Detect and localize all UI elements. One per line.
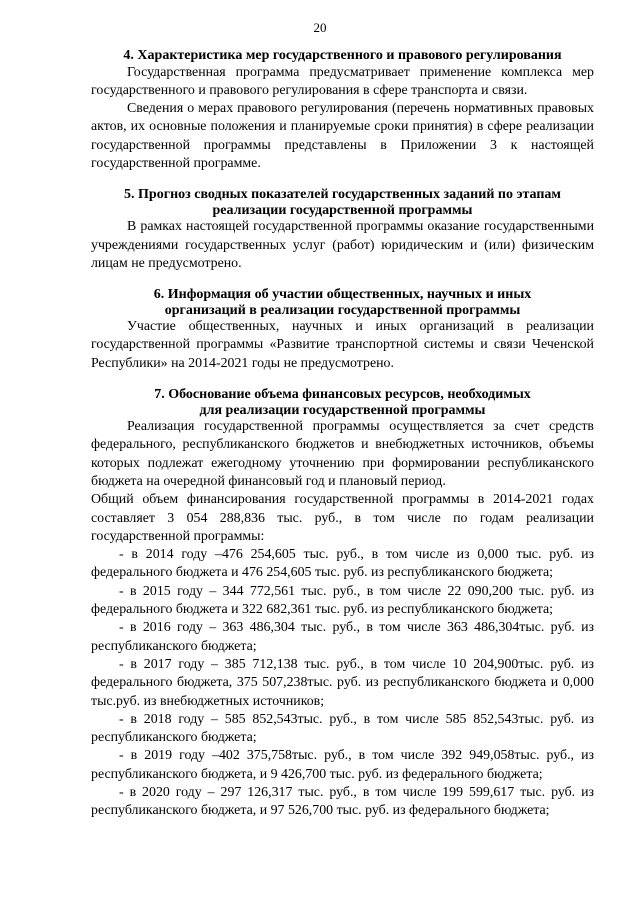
document-body	[91, 48, 594, 821]
section-6-paragraph-1: Участие общественных, научных и иных организаций в реализации государственной программы «Развитие транспортной системы и связи Чеченской Республики» на 2014-2021 годы не предусмотрено.	[91, 319, 594, 371]
funding-year-2018: - в 2018 году – 585 852,543тыс. руб., в том числе 585 852,543тыс. руб. из республиканского бюджета;	[91, 711, 594, 746]
funding-year-2020: - в 2020 году – 297 126,317 тыс. руб., в том числе 199 599,617 тыс. руб. из республиканского бюджета, и 97 526,700 тыс. руб. из федерального бюджета;	[91, 785, 594, 819]
section-7-paragraph-1: Реализация государственной программы осуществляется за счет средств федерального, республиканского бюджетов и внебюджетных источников, объемы которых подлежат ежегодному уточнению при формировании республиканского бюджета на очередной финансовый год и плановый период.	[91, 419, 594, 489]
funding-year-2014: - в 2014 году –476 254,605 тыс. руб., в том числе из 0,000 тыс. руб. из федерального бюджета и 476 254,605 тыс. руб. из республиканского бюджета;	[91, 547, 594, 581]
section-5-title-line-2: реализации государственной программы	[212, 202, 473, 218]
section-5-title-line-1: 5. Прогноз сводных показателей государственных заданий по этапам	[124, 187, 561, 203]
section-4-paragraph-1: Государственная программа предусматривает применение комплекса мер государственного и правового регулирования в сфере транспорта и связи.	[91, 64, 594, 98]
section-4-paragraph-2: Сведения о мерах правового регулирования (перечень нормативных правовых актов, их основные положения и планируемые сроки принятия) в сфере реализации государственной программы представлены в Приложении 3 к настоящей государственной программе.	[91, 101, 594, 171]
section-5-title	[91, 187, 594, 218]
section-7-title-line-1: 7. Обоснование объема финансовых ресурсов, необходимых	[154, 387, 531, 403]
funding-year-2016: - в 2016 году – 363 486,304 тыс. руб., в том числе 363 486,304тыс. руб. из республиканского бюджета;	[91, 620, 594, 654]
funding-year-2019: - в 2019 году –402 375,758тыс. руб., в том числе 392 949,058тыс. руб., из республиканского бюджета, и 9 426,700 тыс. руб. из федерального бюджета;	[91, 748, 594, 782]
section-5-paragraph-1: В рамках настоящей государственной программы оказание государственными учреждениями государственных услуг (работ) юридическим и (или) физическим лицам не предусмотрено.	[91, 219, 594, 271]
section-7-paragraph-2: Общий объем финансирования государственной программы в 2014-2021 годах составляет 3 054 288,836 тыс. руб., в том числе по годам реализации государственной программы:	[91, 492, 594, 544]
section-7-title	[91, 387, 594, 418]
section-6-title	[91, 287, 594, 318]
section-7-title-line-2: для реализации государственной программы	[199, 402, 486, 418]
funding-year-2015: - в 2015 году – 344 772,561 тыс. руб., в том числе 22 090,200 тыс. руб. из федерального бюджета и 322 682,361 тыс. руб. из республиканского бюджета;	[91, 583, 594, 618]
section-4-title: 4. Характеристика мер государственного и правового регулирования	[123, 48, 562, 63]
section-6-title-line-2: организаций в реализации государственной программы	[164, 302, 521, 318]
section-6-title-line-1: 6. Информация об участии общественных, научных и иных	[153, 287, 532, 303]
funding-year-2017: - в 2017 году – 385 712,138 тыс. руб., в том числе 10 204,900тыс. руб. из федерального бюджета, 375 507,238тыс. руб. из республиканского бюджета и 0,000 тыс.руб. из внебюджетных источников;	[91, 656, 594, 709]
page-number: 20	[313, 20, 327, 35]
